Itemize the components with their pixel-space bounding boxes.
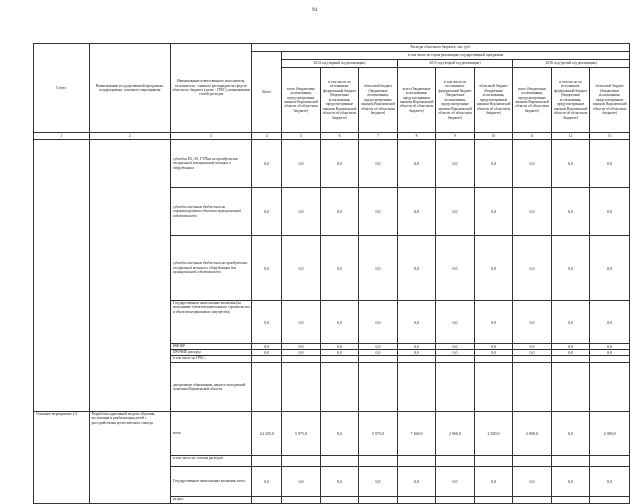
cell-value: 0,0 xyxy=(397,344,436,350)
header-by-source: в том числе по источникам: xyxy=(443,79,467,89)
cell-value: 0,0 xyxy=(513,344,552,350)
cell-value xyxy=(474,363,513,412)
cell-value xyxy=(474,497,513,504)
cell-value xyxy=(513,497,552,504)
cell-value: 0,0 xyxy=(513,140,552,188)
cell-value: 0,0 xyxy=(359,344,398,350)
row-label: субсидии ЕХ, АХ, ГУПам на приобретение специальной коммунальной техники и оборудования xyxy=(170,140,251,188)
row-label: Государственные капитальные вложения (на исполнение объектов капитального строительства и объектов недвижимого имущества) xyxy=(170,301,251,344)
cell-value: 0,0 xyxy=(513,350,552,356)
header-source-regional: областной бюджет (бюджетные ассигнования, предусмотренные законом Воронежской области об областном бюджете) xyxy=(474,68,513,133)
cell-value: 0,0 xyxy=(590,344,630,350)
cell-value: 0,0 xyxy=(282,301,321,344)
column-number: 1 xyxy=(34,133,90,140)
cell-value: 0,0 xyxy=(436,236,475,301)
cell-value: 0,0 xyxy=(397,140,436,188)
cell-value xyxy=(320,356,359,363)
cell-value xyxy=(359,363,398,412)
header-source-federal-label: федеральный бюджет (бюджетные ассигнования, предусмотренные законом Воронежской области об областном бюджете) xyxy=(553,88,588,120)
row-status: Основное мероприятие 2.4 xyxy=(34,412,90,504)
cell-value: 0,0 xyxy=(474,350,513,356)
cell-value: 4 500,0 xyxy=(474,412,513,456)
cell-value: 0,0 xyxy=(551,350,590,356)
cell-value: 0,0 xyxy=(474,236,513,301)
header-year-2016: 2016 год (третий год реализации) xyxy=(513,60,630,68)
cell-value: 0,0 xyxy=(320,236,359,301)
cell-value: 0,0 xyxy=(474,188,513,236)
header-incl-stages: в том числе по годам реализации государственной программы xyxy=(282,52,630,60)
header-source-federal xyxy=(551,68,590,133)
cell-value xyxy=(359,456,398,467)
column-number: 3 xyxy=(170,133,251,140)
cell-value xyxy=(252,363,282,412)
cell-value: 0,0 xyxy=(551,236,590,301)
header-executor: Наименование ответственного исполнителя, исполнителя - главного распорядителя средств областного бюджета (далее - ГРБС), наименование статей расходов xyxy=(170,44,251,133)
cell-value xyxy=(359,497,398,504)
column-number: 6 xyxy=(320,133,359,140)
cell-value: 0,0 xyxy=(252,301,282,344)
cell-value xyxy=(397,356,436,363)
cell-value: 0,0 xyxy=(436,301,475,344)
cell-value xyxy=(320,363,359,412)
cell-value: 0,0 xyxy=(252,188,282,236)
cell-value: 0,0 xyxy=(436,140,475,188)
table-row xyxy=(34,412,630,456)
header-total: Всего xyxy=(252,52,282,133)
cell-value: 0,0 xyxy=(513,301,552,344)
column-number: 8 xyxy=(397,133,436,140)
row-label: ПРОЧИЕ расходы xyxy=(170,350,251,356)
cell-value: 0,0 xyxy=(436,350,475,356)
header-source-federal-label: федеральный бюджет (бюджетные ассигнования, предусмотренные законом Воронежской области об областном бюджете) xyxy=(438,88,472,120)
cell-value xyxy=(590,497,630,504)
cell-value: 0,0 xyxy=(359,350,398,356)
cell-value: 0,0 xyxy=(359,467,398,497)
cell-value: 0,0 xyxy=(359,140,398,188)
cell-value: 2 000,0 xyxy=(513,412,552,456)
cell-value xyxy=(551,356,590,363)
header-source-total: всего (бюджетные ассигнования, предусмотренные законом Воронежской области об областном бюджете) xyxy=(513,68,552,133)
cell-value: 0,0 xyxy=(252,140,282,188)
row-label: Государственные капитальные вложения, всего xyxy=(170,467,251,497)
cell-value: 0,0 xyxy=(551,412,590,456)
cell-value: 0,0 xyxy=(436,188,475,236)
cell-value xyxy=(282,497,321,504)
cell-value: 0,0 xyxy=(252,344,282,350)
cell-value: 0,0 xyxy=(474,344,513,350)
cell-value xyxy=(282,456,321,467)
cell-value xyxy=(320,497,359,504)
column-number: 13 xyxy=(590,133,630,140)
cell-value xyxy=(436,456,475,467)
header-status: Статус xyxy=(34,44,90,133)
cell-value: 0,0 xyxy=(551,301,590,344)
column-number: 7 xyxy=(359,133,398,140)
cell-value xyxy=(252,497,282,504)
cell-value xyxy=(590,363,630,412)
cell-value: 0,0 xyxy=(320,188,359,236)
row-program xyxy=(89,140,170,412)
cell-value xyxy=(252,356,282,363)
cell-value: 2 960,0 xyxy=(436,412,475,456)
cell-value: 0,0 xyxy=(252,350,282,356)
cell-value: 0,0 xyxy=(320,301,359,344)
row-status xyxy=(34,140,90,412)
cell-value xyxy=(551,456,590,467)
row-label: из них: xyxy=(170,497,251,504)
column-number: 4 xyxy=(252,133,282,140)
row-program: Разработка адаптивной модели обучения, воспитания и реабилитации детей с расстройствами аутистического спектра xyxy=(89,412,170,504)
cell-value xyxy=(513,356,552,363)
header-expenses-title: Расходы областного бюджета, тыс. руб. xyxy=(252,44,630,52)
cell-value: 0,0 xyxy=(513,236,552,301)
header-source-federal xyxy=(320,68,359,133)
cell-value: 0,0 xyxy=(320,344,359,350)
row-label: в том числе по статьям расходов: xyxy=(170,456,251,467)
row-label: субсидии местным бюджетам на приобретение специальной техники и оборудования для муниципальной собственности xyxy=(170,236,251,301)
column-number: 9 xyxy=(436,133,475,140)
cell-value xyxy=(282,363,321,412)
cell-value: 0,0 xyxy=(359,236,398,301)
cell-value xyxy=(320,456,359,467)
header-year-2015: 2015 год (второй год реализации) xyxy=(397,60,513,68)
cell-value xyxy=(252,456,282,467)
cell-value: 0,0 xyxy=(474,301,513,344)
column-number: 11 xyxy=(513,133,552,140)
header-source-federal-label: федеральный бюджет (бюджетные ассигнования, предусмотренные законом Воронежской области об областном бюджете) xyxy=(322,88,357,120)
header-source-regional: областной бюджет (бюджетные ассигнования, предусмотренные законом Воронежской области об областном бюджете) xyxy=(590,68,630,133)
cell-value xyxy=(513,363,552,412)
header-source-total: всего (бюджетные ассигнования, предусмотренные законом Воронежской области об областном бюджете) xyxy=(282,68,321,133)
cell-value: 0,0 xyxy=(551,140,590,188)
cell-value: 0,0 xyxy=(590,350,630,356)
cell-value: 0,0 xyxy=(590,140,630,188)
cell-value: 0,0 xyxy=(474,467,513,497)
cell-value xyxy=(282,356,321,363)
cell-value: 0,0 xyxy=(282,140,321,188)
cell-value: 0,0 xyxy=(397,467,436,497)
row-label: субсидии местным бюджетам на софинансирование объектов муниципальной собственности xyxy=(170,188,251,236)
cell-value xyxy=(590,356,630,363)
cell-value xyxy=(474,456,513,467)
cell-value: 0,0 xyxy=(590,236,630,301)
cell-value: 0,0 xyxy=(474,140,513,188)
cell-value xyxy=(590,456,630,467)
cell-value: 0,0 xyxy=(282,188,321,236)
column-number: 10 xyxy=(474,133,513,140)
cell-value: 5 975,0 xyxy=(359,412,398,456)
header-program: Наименование государственной программы, подпрограммы, основного мероприятия xyxy=(89,44,170,133)
header-by-source: в том числе по источникам: xyxy=(328,79,351,89)
cell-value: 0,0 xyxy=(551,188,590,236)
cell-value: 0,0 xyxy=(282,344,321,350)
row-label: НИОКР xyxy=(170,344,251,350)
row-label: в том числе по ГРБС: xyxy=(170,356,251,363)
cell-value: 0,0 xyxy=(590,467,630,497)
cell-value: 0,0 xyxy=(320,412,359,456)
cell-value: 0,0 xyxy=(590,188,630,236)
cell-value: 0,0 xyxy=(359,301,398,344)
cell-value: 0,0 xyxy=(320,140,359,188)
cell-value: 0,0 xyxy=(551,344,590,350)
cell-value xyxy=(436,356,475,363)
column-number: 12 xyxy=(551,133,590,140)
row-label: департамент образования, науки и молодежной политики Воронежской области xyxy=(170,363,251,412)
cell-value xyxy=(436,497,475,504)
cell-value: 0,0 xyxy=(513,467,552,497)
cell-value: 0,0 xyxy=(397,188,436,236)
cell-value: 0,0 xyxy=(252,467,282,497)
cell-value: 0,0 xyxy=(282,236,321,301)
header-source-regional: областной бюджет (бюджетные ассигнования, предусмотренные законом Воронежской области об областном бюджете) xyxy=(359,68,398,133)
cell-value xyxy=(397,497,436,504)
cell-value xyxy=(551,497,590,504)
cell-value xyxy=(513,456,552,467)
cell-value: 0,0 xyxy=(282,467,321,497)
cell-value: 7 460,0 xyxy=(397,412,436,456)
header-by-source: в том числе по источникам: xyxy=(559,79,582,89)
cell-value xyxy=(397,456,436,467)
cell-value xyxy=(359,356,398,363)
cell-value: 5 975,0 xyxy=(282,412,321,456)
cell-value xyxy=(397,363,436,412)
table-row xyxy=(34,140,630,188)
cell-value: 0,0 xyxy=(282,350,321,356)
header-year-2014: 2014 год (первый год реализации) xyxy=(282,60,398,68)
cell-value xyxy=(474,356,513,363)
cell-value: 2 000,0 xyxy=(590,412,630,456)
cell-value: 24 435,0 xyxy=(252,412,282,456)
header-source-total: всего (бюджетные ассигнования, предусмотренные законом Воронежской области об областном бюджете) xyxy=(397,68,436,133)
column-number: 2 xyxy=(89,133,170,140)
expenses-table xyxy=(33,43,630,504)
cell-value: 0,0 xyxy=(397,236,436,301)
row-label: всего xyxy=(170,412,251,456)
cell-value xyxy=(436,363,475,412)
page-number: 94 xyxy=(312,8,317,13)
cell-value: 0,0 xyxy=(551,467,590,497)
cell-value: 0,0 xyxy=(397,350,436,356)
cell-value: 0,0 xyxy=(436,344,475,350)
column-number: 5 xyxy=(282,133,321,140)
cell-value: 0,0 xyxy=(590,301,630,344)
cell-value: 0,0 xyxy=(252,236,282,301)
cell-value: 0,0 xyxy=(436,467,475,497)
cell-value: 0,0 xyxy=(320,350,359,356)
cell-value: 0,0 xyxy=(513,188,552,236)
cell-value: 0,0 xyxy=(359,188,398,236)
cell-value xyxy=(551,363,590,412)
cell-value: 0,0 xyxy=(320,467,359,497)
header-source-federal xyxy=(436,68,475,133)
cell-value: 0,0 xyxy=(397,301,436,344)
